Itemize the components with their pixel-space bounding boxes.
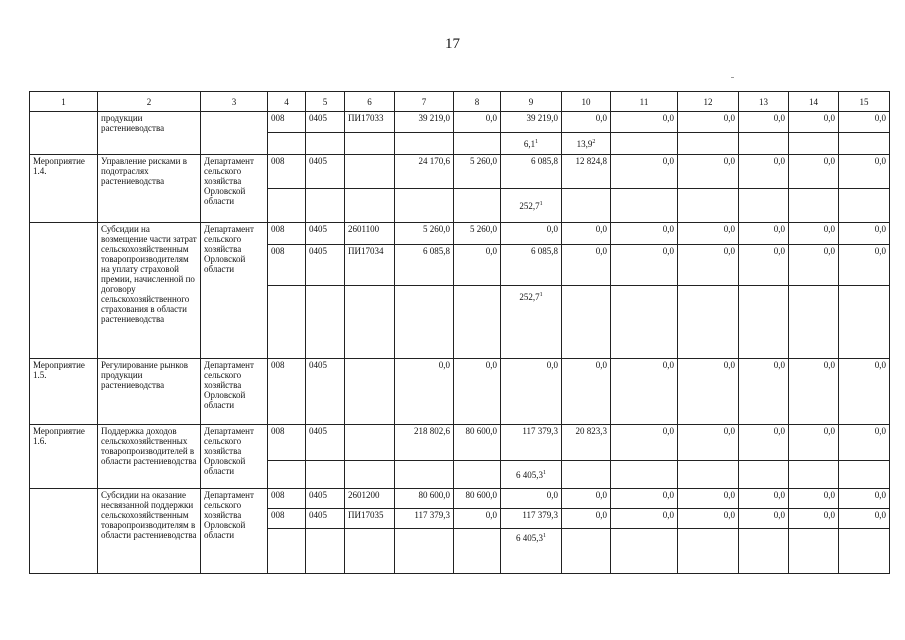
table-cell [739, 461, 789, 489]
table-cell: 008 [268, 223, 306, 245]
table-cell [306, 286, 345, 359]
table-cell: 117 379,3 [501, 425, 562, 461]
header-cell: 7 [395, 92, 454, 112]
table-cell [739, 133, 789, 155]
header-cell: 15 [839, 92, 890, 112]
scan-speck [731, 77, 734, 78]
table-cell [345, 155, 395, 189]
table-cell: 0405 [306, 509, 345, 529]
table-cell [268, 529, 306, 574]
page-number: 17 [445, 36, 460, 52]
table-cell: 117 379,3 [501, 509, 562, 529]
table-cell: 0,0 [839, 509, 890, 529]
table-cell [454, 133, 501, 155]
header-cell: 1 [30, 92, 98, 112]
table-cell: 0,0 [839, 112, 890, 133]
table-cell [611, 286, 678, 359]
table-cell: 0,0 [839, 223, 890, 245]
table-cell [395, 529, 454, 574]
table-cell: ПИ17035 [345, 509, 395, 529]
table-cell: Департамент сельского хозяйства Орловской области [201, 155, 268, 223]
table-cell: 0,0 [611, 223, 678, 245]
table-cell [30, 223, 98, 359]
table-row [30, 425, 890, 461]
header-cell: 6 [345, 92, 395, 112]
table-cell: 0,0 [678, 425, 739, 461]
table-cell: 0,0 [678, 509, 739, 529]
table-cell: 24 170,6 [395, 155, 454, 189]
table-cell: 008 [268, 359, 306, 425]
table-cell [395, 461, 454, 489]
table-cell: Мероприятие 1.4. [30, 155, 98, 223]
table-cell [739, 189, 789, 223]
table-cell: 0,0 [454, 245, 501, 286]
table-cell [201, 112, 268, 155]
table-cell: 0,0 [611, 245, 678, 286]
table-cell: 0405 [306, 359, 345, 425]
table-cell [678, 189, 739, 223]
table-cell: 0,0 [454, 359, 501, 425]
table-cell: 0,0 [839, 489, 890, 509]
cell-value: 252,7 [519, 200, 540, 211]
table-cell: 0,0 [501, 489, 562, 509]
header-cell: 13 [739, 92, 789, 112]
table-cell: 80 600,0 [454, 489, 501, 509]
table-cell: Департамент сельского хозяйства Орловской области [201, 223, 268, 359]
table-cell: 0,0 [562, 359, 611, 425]
table-cell [501, 189, 562, 223]
table-cell: 0,0 [678, 245, 739, 286]
table-cell [839, 189, 890, 223]
footnote-mark: 1 [535, 138, 539, 145]
table-cell [678, 286, 739, 359]
table-row [30, 155, 890, 189]
table-cell: 0,0 [739, 425, 789, 461]
table-cell: 008 [268, 509, 306, 529]
table-cell: 0,0 [839, 425, 890, 461]
table-cell: 0,0 [454, 112, 501, 133]
table-cell: 0,0 [839, 245, 890, 286]
table-cell: Регулирование рынков продукции растениеводства [98, 359, 201, 425]
table-cell: 0405 [306, 245, 345, 286]
table-cell: 0,0 [678, 112, 739, 133]
table-cell [739, 286, 789, 359]
table-cell: 0,0 [789, 223, 839, 245]
table-cell: 117 379,3 [395, 509, 454, 529]
table-cell: Управление рисками в подотраслях растениеводства [98, 155, 201, 223]
table-cell: 0,0 [562, 245, 611, 286]
header-cell: 10 [562, 92, 611, 112]
footnote-mark: 2 [592, 138, 596, 145]
table-cell [345, 189, 395, 223]
table-cell [268, 133, 306, 155]
budget-table [29, 91, 890, 574]
table-cell: 0,0 [789, 489, 839, 509]
table-cell: 0,0 [739, 509, 789, 529]
footnote-mark: 1 [539, 200, 543, 207]
table-cell [678, 461, 739, 489]
table-cell [345, 286, 395, 359]
header-row [30, 92, 890, 112]
table-cell [562, 189, 611, 223]
table-cell: 0,0 [839, 359, 890, 425]
table-cell: 0,0 [611, 155, 678, 189]
table-cell: 0,0 [562, 112, 611, 133]
table-cell: 5 260,0 [454, 223, 501, 245]
footnote-mark: 1 [539, 292, 543, 298]
header-cell: 8 [454, 92, 501, 112]
table-cell: 0,0 [678, 223, 739, 245]
table-cell: 0,0 [501, 223, 562, 245]
table-row [30, 112, 890, 133]
table-cell [678, 133, 739, 155]
table-row [30, 359, 890, 425]
table-cell: 008 [268, 489, 306, 509]
table-cell [611, 461, 678, 489]
table-cell: 0,0 [789, 359, 839, 425]
table-cell: 0405 [306, 112, 345, 133]
header-cell: 14 [789, 92, 839, 112]
table-cell: 6 085,8 [501, 245, 562, 286]
table-cell: Департамент сельского хозяйства Орловской области [201, 359, 268, 425]
table-cell [454, 529, 501, 574]
table-cell: 39 219,0 [395, 112, 454, 133]
table-cell: 0,0 [678, 359, 739, 425]
table-cell: 008 [268, 112, 306, 133]
table-cell: 20 823,3 [562, 425, 611, 461]
table-cell: 0,0 [611, 425, 678, 461]
table-cell [345, 359, 395, 425]
table-cell [30, 489, 98, 574]
table-cell: 0,0 [739, 245, 789, 286]
table-cell [30, 112, 98, 155]
table-cell: 0,0 [789, 112, 839, 133]
table-cell [611, 189, 678, 223]
table-cell [454, 189, 501, 223]
table-cell: Мероприятие 1.5. [30, 359, 98, 425]
header-cell: 4 [268, 92, 306, 112]
table-cell [562, 461, 611, 489]
table-cell: Мероприятие 1.6. [30, 425, 98, 489]
table-cell: 0405 [306, 489, 345, 509]
table-row [30, 223, 890, 245]
table-cell [345, 461, 395, 489]
header-cell: 3 [201, 92, 268, 112]
footnote-mark: 1 [543, 469, 546, 476]
table-cell [345, 133, 395, 155]
table-cell: 6 085,8 [501, 155, 562, 189]
table-cell: 008 [268, 245, 306, 286]
header-cell: 12 [678, 92, 739, 112]
table-cell: 0,0 [678, 489, 739, 509]
table-cell [395, 189, 454, 223]
table-cell [611, 529, 678, 574]
table-cell: 0,0 [678, 155, 739, 189]
cell-value: 252,7 [519, 292, 540, 302]
table-cell: 008 [268, 155, 306, 189]
table-cell: Департамент сельского хозяйства Орловской области [201, 425, 268, 489]
table-cell: 2601100 [345, 223, 395, 245]
table-cell: 0,0 [789, 155, 839, 189]
table-cell [268, 189, 306, 223]
table-cell [306, 461, 345, 489]
table-cell: 0,0 [789, 509, 839, 529]
table-cell: 0,0 [395, 359, 454, 425]
table-cell: ПИ17034 [345, 245, 395, 286]
table-cell: 5 260,0 [454, 155, 501, 189]
table-row [30, 489, 890, 509]
table-cell: 0,0 [611, 112, 678, 133]
table-cell [501, 286, 562, 359]
table-cell [501, 133, 562, 155]
table-cell: 0,0 [562, 223, 611, 245]
table-cell [611, 133, 678, 155]
table-cell: ПИ17033 [345, 112, 395, 133]
table-cell [562, 133, 611, 155]
table-cell: 0,0 [611, 489, 678, 509]
table-cell: 008 [268, 425, 306, 461]
table-cell [345, 529, 395, 574]
table-cell: 0,0 [454, 509, 501, 529]
table-cell: 39 219,0 [501, 112, 562, 133]
table-cell [306, 529, 345, 574]
table-cell: 0,0 [739, 489, 789, 509]
table-cell: 0,0 [789, 245, 839, 286]
table-cell: 0,0 [611, 359, 678, 425]
table-cell [306, 189, 345, 223]
table-cell [345, 425, 395, 461]
table-cell: продукции растениеводства [98, 112, 201, 155]
table-cell [839, 461, 890, 489]
table-cell: 218 802,6 [395, 425, 454, 461]
table-cell [395, 133, 454, 155]
table-cell: Поддержка доходов сельскохозяйственных товаропроизводителей в области растениеводства [98, 425, 201, 489]
table-cell [268, 461, 306, 489]
cell-value: 13,9 [576, 138, 593, 149]
table-cell [739, 529, 789, 574]
table-cell: 12 824,8 [562, 155, 611, 189]
table-cell: Департамент сельского хозяйства Орловской области [201, 489, 268, 574]
footnote-mark: 1 [543, 533, 546, 539]
table-cell: 0405 [306, 223, 345, 245]
table-cell: 0,0 [739, 112, 789, 133]
table-cell [839, 529, 890, 574]
cell-value: 6 405,3 [516, 533, 543, 543]
table-cell [789, 133, 839, 155]
header-cell: 9 [501, 92, 562, 112]
table-cell: 0,0 [739, 223, 789, 245]
table-cell [395, 286, 454, 359]
table-cell: Субсидии на оказание несвязанной поддержки сельскохозяйственным товаропроизводителям в области растениеводства [98, 489, 201, 574]
table-cell [562, 286, 611, 359]
table-cell [562, 529, 611, 574]
table-cell [839, 133, 890, 155]
table-cell: 6 085,8 [395, 245, 454, 286]
header-cell: 2 [98, 92, 201, 112]
cell-value: 6,1 [523, 138, 536, 149]
table-cell [454, 286, 501, 359]
cell-value: 6 405,3 [516, 469, 543, 480]
table-cell [454, 461, 501, 489]
table-cell: 0405 [306, 155, 345, 189]
table-cell [789, 189, 839, 223]
table-cell: 0,0 [789, 425, 839, 461]
table-cell [839, 286, 890, 359]
table-cell [306, 133, 345, 155]
table-cell: 0,0 [562, 509, 611, 529]
table-cell: 0,0 [562, 489, 611, 509]
table-cell [501, 461, 562, 489]
table-cell: 0,0 [839, 155, 890, 189]
table-cell: 2601200 [345, 489, 395, 509]
table-cell: 0,0 [739, 155, 789, 189]
header-cell: 5 [306, 92, 345, 112]
table-cell [678, 529, 739, 574]
table-cell: 80 600,0 [395, 489, 454, 509]
table-cell: 0,0 [611, 509, 678, 529]
table-cell: 0,0 [739, 359, 789, 425]
table-cell: 0,0 [501, 359, 562, 425]
table-cell [789, 529, 839, 574]
table-cell [789, 461, 839, 489]
table-cell [268, 286, 306, 359]
table-cell: 5 260,0 [395, 223, 454, 245]
table-cell: 80 600,0 [454, 425, 501, 461]
table-cell: 0405 [306, 425, 345, 461]
table-cell [789, 286, 839, 359]
header-cell: 11 [611, 92, 678, 112]
table-cell [501, 529, 562, 574]
table-cell: Субсидии на возмещение части затрат сельскохозяйственным товаропроизводителям на уплату страховой премии, начисленной по договору сельскохозяйственного страхования в области растениеводства [98, 223, 201, 359]
